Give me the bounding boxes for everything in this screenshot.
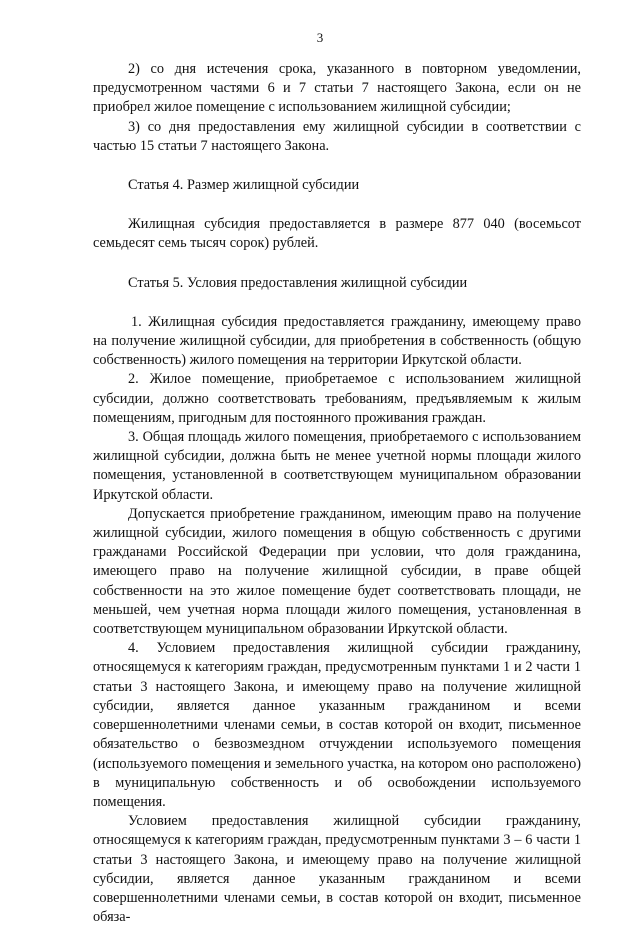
page-number: 3 <box>316 30 324 45</box>
article-5-heading: Статья 5. Условия предоставления жилищной субсидии <box>128 274 468 291</box>
paragraph-item-2: 2) со дня истечения срока, указанного в повторном уведомлении, предусмотренном частями 6 и 7 статьи 7 настоящего Закона, если он не приобрел жилое помещение с использованием жилищной субсидии; <box>93 61 581 116</box>
article-5-part-3: 3. Общая площадь жилого помещения, приобретаемого с использованием жилищной субсидии, должна быть не менее учетной нормы площади жилого помещения, установленной в соответствующем муниципальном образовании Иркутской области. <box>93 429 581 503</box>
article-5-part-3-continuation: Допускается приобретение гражданином, имеющим право на получение жилищной субсидии, жилого помещения в общую собственность с другими гражданами Российской Федерации при условии, что доля гражданина, имеющего право на получение жилищной субсидии, в праве общей собственности на это жилое помещение будет соответствовать площади, не меньшей, чем учетная норма площади жилого помещения, установленная в соответствующем муниципальном образовании Иркутской области. <box>93 505 581 638</box>
article-5-part-4: 4. Условием предоставления жилищной субсидии гражданину, относящемуся к категориям граждан, предусмотренным пунктами 1 и 2 части 1 статьи 3 настоящего Закона, и имеющему право на получение жилищной субсидии, является данное указанным гражданином и всеми совершеннолетними членами семьи, в состав которой он входит, письменное обязательство о безвозмездном отчуждении используемого помещения (используемого помещения и земельного участка, на котором оно расположено) в муниципальную собственность и об освобождении используемого помещения. <box>93 640 581 810</box>
article-5-part-4-continuation: Условием предоставления жилищной субсидии гражданину, относящемуся к категориям граждан, предусмотренным пунктами 3 – 6 части 1 статьи 3 настоящего Закона, и имеющему право на получение жилищной субсидии, является данное указанным гражданином и всеми совершеннолетними членами семьи, в состав которой он входит, письменное обяза- <box>93 813 581 926</box>
article-4-heading: Статья 4. Размер жилищной субсидии <box>128 177 360 194</box>
article-4-text: Жилищная субсидия предоставляется в размере 877 040 (восемьсот семьдесят семь тысяч сорок) рублей. <box>93 216 581 252</box>
paragraph-item-3: 3) со дня предоставления ему жилищной субсидии в соответствии с частью 15 статьи 7 настоящего Закона. <box>93 118 581 154</box>
document-body <box>93 60 581 927</box>
article-5-part-1: 1. Жилищная субсидия предоставляется гражданину, имеющему право на получение жилищной субсидии, для приобретения в собственность (общую собственность) жилого помещения на территории Иркутской области. <box>93 313 581 369</box>
article-5-part-2: 2. Жилое помещение, приобретаемое с использованием жилищной субсидии, должно соответствовать требованиям, предъявляемым к жилым помещениям, пригодным для постоянного проживания граждан. <box>93 371 581 426</box>
